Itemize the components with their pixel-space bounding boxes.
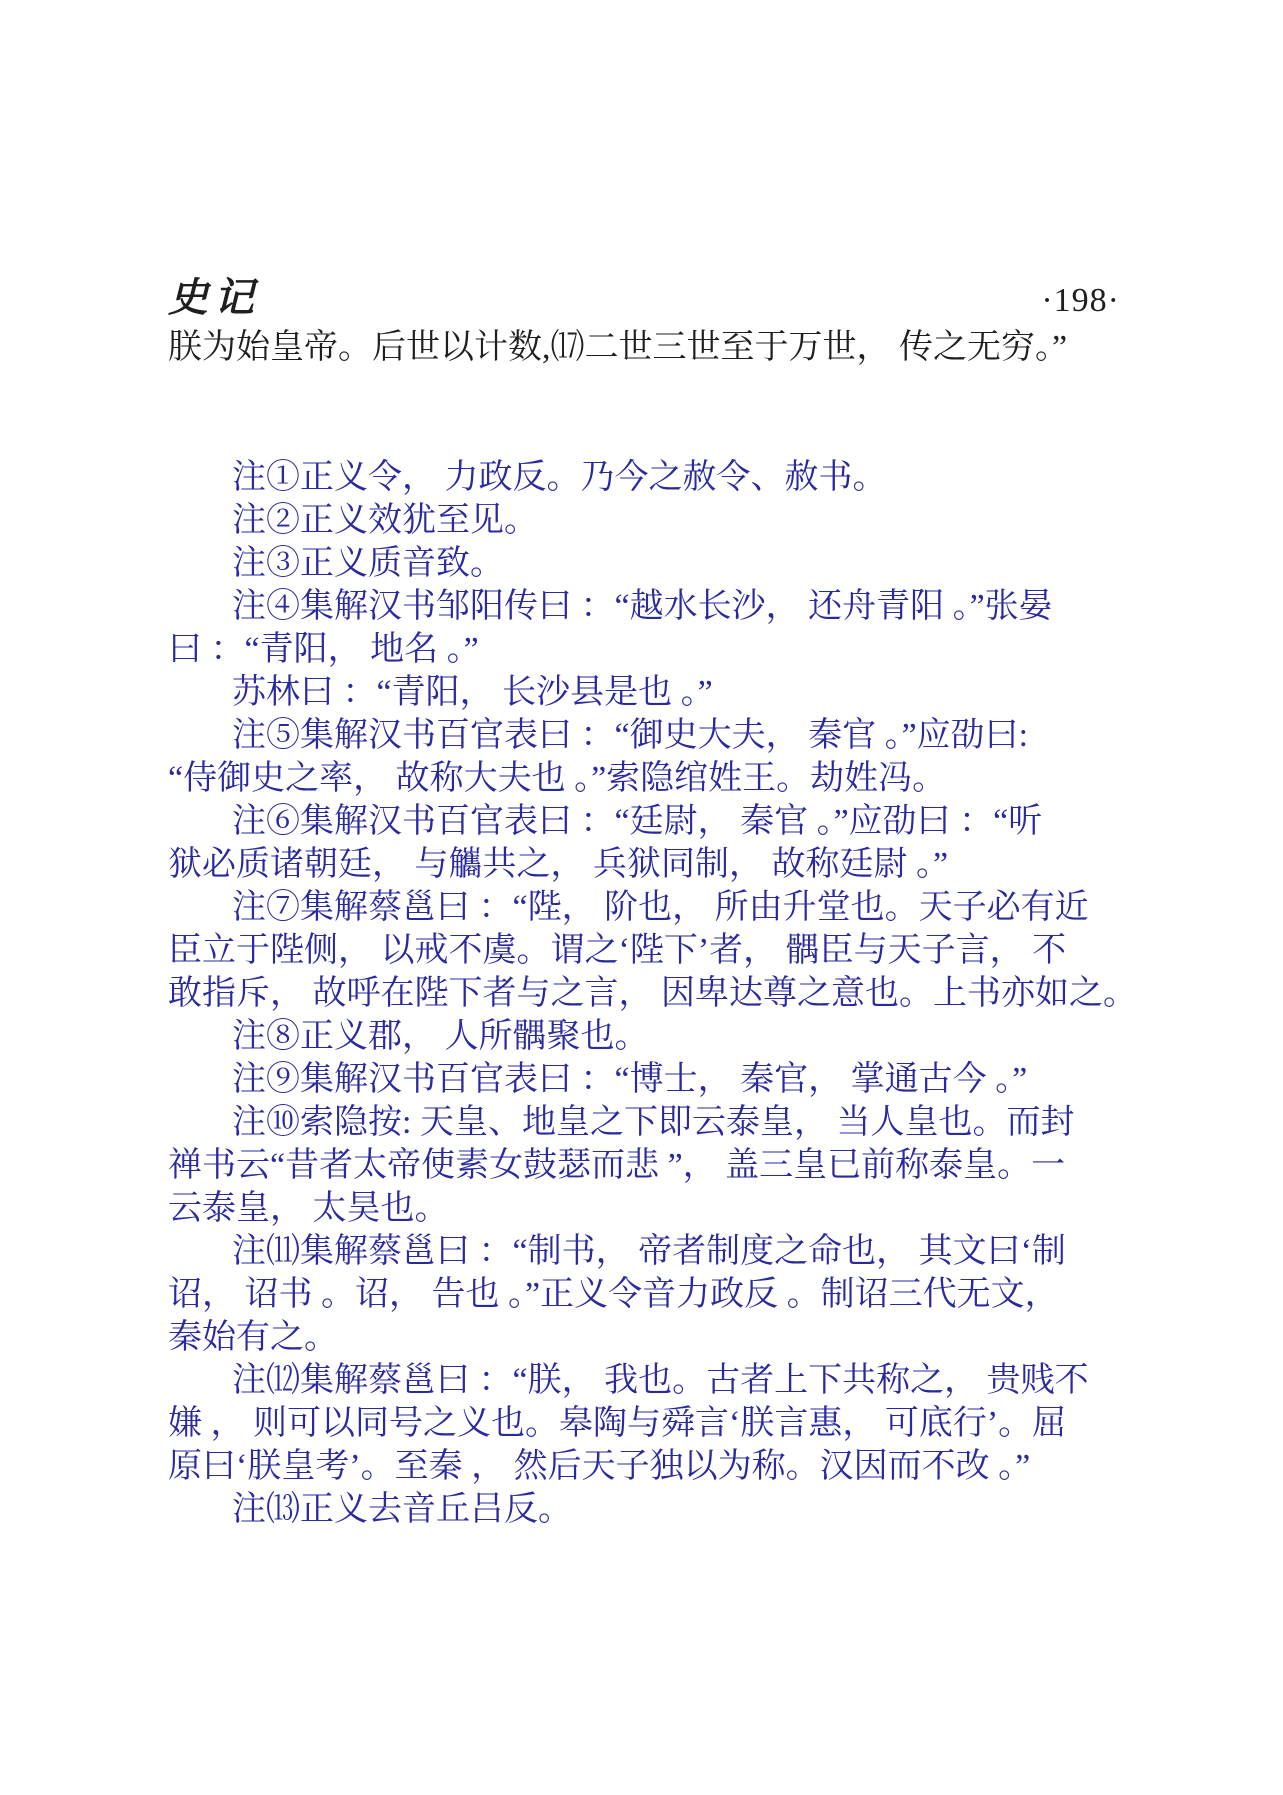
annotation-7-cont-1: 臣立于陛侧， 以戒不虞。谓之‘陛下’者， 髃臣与天子言， 不: [168, 932, 1067, 969]
main-text-line: 朕为始皇帝。后世以计数,⒄二世三世至于万世， 传之无穷。”: [168, 329, 1068, 366]
annotation-9: 注⑨集解汉书百官表曰 ：“博士， 秦官， 掌通古今 。”: [232, 1061, 1028, 1098]
annotation-8: 注⑧正义郡， 人所髃聚也。: [232, 1018, 649, 1055]
annotation-7: 注⑦集解蔡邕曰 ：“陛， 阶也， 所由升堂也。天子必有近: [232, 889, 1089, 926]
annotation-11-cont-2: 秦始有之。: [168, 1319, 338, 1356]
annotation-10-cont-2: 云泰皇， 太昊也。: [168, 1190, 449, 1227]
annotation-4: 注④集解汉书邹阳传曰 ：“越水长沙， 还舟青阳 。”张晏: [232, 588, 1053, 625]
annotation-4-cont: 曰 ：“青阳， 地名 。”: [168, 631, 479, 668]
annotation-12-cont-1: 嫌 ， 则可以同号之义也。皋陶与舜言‘朕言惠， 可底行’。屈: [168, 1405, 1067, 1442]
annotation-10-cont-1: 禅书云“昔者太帝使素女鼓瑟而悲 ”， 盖三皇已前称泰皇。一: [168, 1147, 1066, 1184]
annotation-7-cont-2: 敢指斥， 故呼在陛下者与之言， 因卑达尊之意也。上书亦如之。: [168, 975, 1137, 1012]
annotation-2: 注②正义效犹至见。: [232, 502, 538, 539]
book-title: 史记: [168, 275, 260, 320]
annotation-5: 注⑤集解汉书百官表曰 ：“御史大夫， 秦官 。”应劭曰:: [232, 717, 1029, 754]
annotation-3: 注③正义质音致。: [232, 545, 504, 582]
annotation-13: 注⒀正义去音丘吕反。: [232, 1491, 572, 1528]
annotation-10: 注⑩索隐按: 天皇、地皇之下即云泰皇， 当人皇也。而封: [232, 1104, 1075, 1141]
page-body: [168, 326, 1137, 1531]
annotation-12: 注⑿集解蔡邕曰 ：“朕， 我也。古者上下共称之， 贵贱不: [232, 1362, 1089, 1399]
annotation-11: 注⑾集解蔡邕曰 ：“制书， 帝者制度之命也， 其文曰‘制: [232, 1233, 1066, 1270]
annotation-5-cont: “侍御史之率， 故称大夫也 。”索隐绾姓王。劫姓冯。: [168, 760, 947, 797]
annotation-1: 注①正义令， 力政反。乃今之赦令、赦书。: [232, 459, 887, 496]
annotation-4-sulin: 苏林曰 ：“青阳， 长沙县是也 。”: [232, 674, 713, 711]
annotation-6-cont: 狱必质诸朝廷， 与觿共之， 兵狱同制， 故称廷尉 。”: [168, 846, 949, 883]
annotation-6: 注⑥集解汉书百官表曰 ：“廷尉， 秦官 。”应劭曰 ：“听: [232, 803, 1043, 840]
annotation-11-cont-1: 诏， 诏书 。诏， 告也 。”正义令音力政反 。制诏三代无文，: [168, 1276, 1059, 1313]
page-number: ·198·: [1041, 282, 1120, 319]
running-header: [168, 266, 1120, 323]
annotation-12-cont-2: 原曰‘朕皇考’。至秦 ， 然后天子独以为称。汉因而不改 。”: [168, 1448, 1031, 1485]
